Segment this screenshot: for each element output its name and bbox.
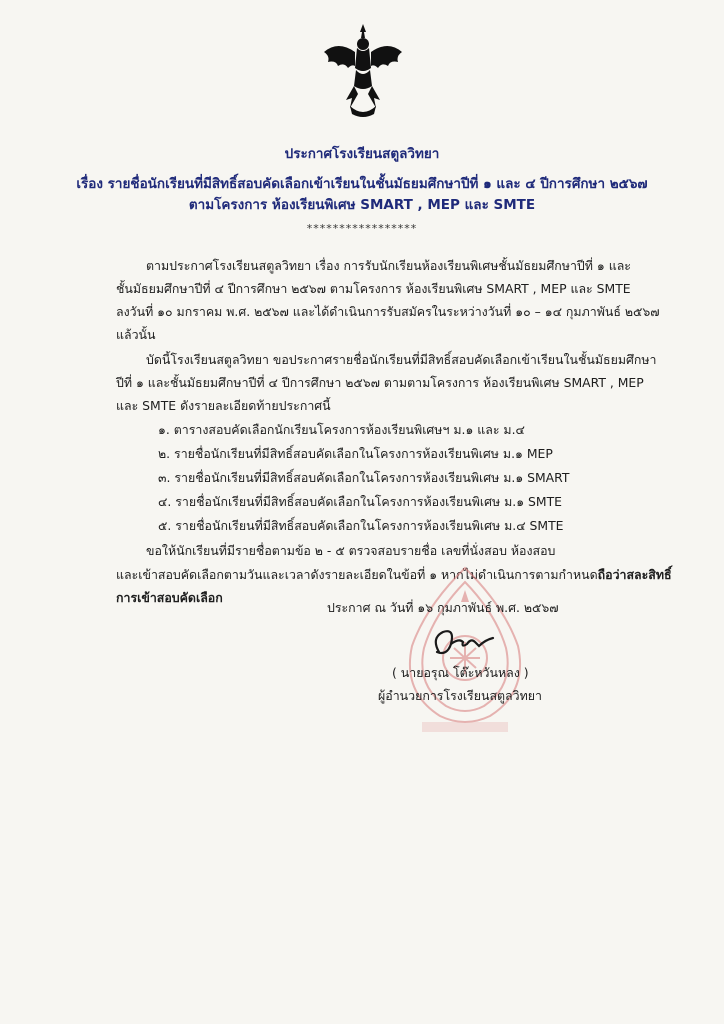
para2-line-2: ปีที่ ๑ และชั้นมัธยมศึกษาปีที่ ๔ ปีการศึกษา ๒๕๖๗ ตามตามโครงการ ห้องเรียนพิเศษ SMART , MEP: [116, 375, 644, 390]
para1-line-4: แล้วนั้น: [116, 327, 156, 342]
para2-line-3: และ SMTE ดังรายละเอียดท้ายประกาศนี้: [116, 398, 331, 413]
announce-date: ประกาศ ณ วันที่ ๑๖ กุมภาพันธ์ พ.ศ. ๒๕๖๗: [327, 600, 559, 615]
list-item: ๔. รายชื่อนักเรียนที่มีสิทธิ์สอบคัดเลือกในโครงการห้องเรียนพิเศษ ม.๑ SMTE: [158, 494, 562, 509]
forfeit-notice: ถือว่าสละสิทธิ์: [597, 567, 672, 582]
signer-position: ผู้อำนวยการโรงเรียนสตูลวิทยา: [378, 688, 542, 703]
list-item: ๑. ตารางสอบคัดเลือกนักเรียนโครงการห้องเรียนพิเศษฯ ม.๑ และ ม.๔: [158, 422, 525, 437]
list-item: ๓. รายชื่อนักเรียนที่มีสิทธิ์สอบคัดเลือกในโครงการห้องเรียนพิเศษ ม.๑ SMART: [158, 470, 570, 485]
subject-line-1: เรื่อง รายชื่อนักเรียนที่มีสิทธิ์สอบคัดเลือกเข้าเรียนในชั้นมัธยมศึกษาปีที่ ๑ และ ๔ ปีการศึกษา ๒๕๖๗: [76, 176, 648, 192]
separator-stars: *****************: [306, 222, 418, 235]
para1-line-1: ตามประกาศโรงเรียนสตูลวิทยา เรื่อง การรับนักเรียนห้องเรียนพิเศษชั้นมัธยมศึกษาปีที่ ๑ และ: [146, 258, 631, 273]
para3-line-1: ขอให้นักเรียนที่มีรายชื่อตามข้อ ๒ - ๕ ตรวจสอบรายชื่อ เลขที่นั่งสอบ ห้องสอบ: [146, 543, 556, 558]
para1-line-2: ชั้นมัธยมศึกษาปีที่ ๔ ปีการศึกษา ๒๕๖๗ ตามโครงการ ห้องเรียนพิเศษ SMART , MEP และ SMTE: [116, 281, 631, 296]
garuda-emblem-icon: [320, 22, 406, 120]
subject-line-2: ตามโครงการ ห้องเรียนพิเศษ SMART , MEP และ SMTE: [188, 197, 536, 213]
para1-line-3: ลงวันที่ ๑๐ มกราคม พ.ศ. ๒๕๖๗ และได้ดำเนินการรับสมัครในระหว่างวันที่ ๑๐ – ๑๔ กุมภาพันธ์ ๒๕๖๗: [116, 304, 660, 319]
list-item: ๕. รายชื่อนักเรียนที่มีสิทธิ์สอบคัดเลือกในโครงการห้องเรียนพิเศษ ม.๔ SMTE: [158, 518, 564, 533]
para2-line-1: บัดนี้โรงเรียนสตูลวิทยา ขอประกาศรายชื่อนักเรียนที่มีสิทธิ์สอบคัดเลือกเข้าเรียนในชั้นมัธยมศึกษา: [146, 352, 657, 367]
announcement-title: ประกาศโรงเรียนสตูลวิทยา: [284, 146, 440, 162]
signer-name: ( นายอรุณ โต๊ะหวันหลง ): [392, 665, 529, 680]
para3-line-3: การเข้าสอบคัดเลือก: [116, 590, 223, 605]
signature: [425, 622, 499, 670]
para3-line-2-normal: และเข้าสอบคัดเลือกตามวันและเวลาดังรายละเอียดในข้อที่ ๑ หากไม่ดำเนินการตามกำหนด: [116, 567, 598, 582]
list-item: ๒. รายชื่อนักเรียนที่มีสิทธิ์สอบคัดเลือกในโครงการห้องเรียนพิเศษ ม.๑ MEP: [158, 446, 553, 461]
